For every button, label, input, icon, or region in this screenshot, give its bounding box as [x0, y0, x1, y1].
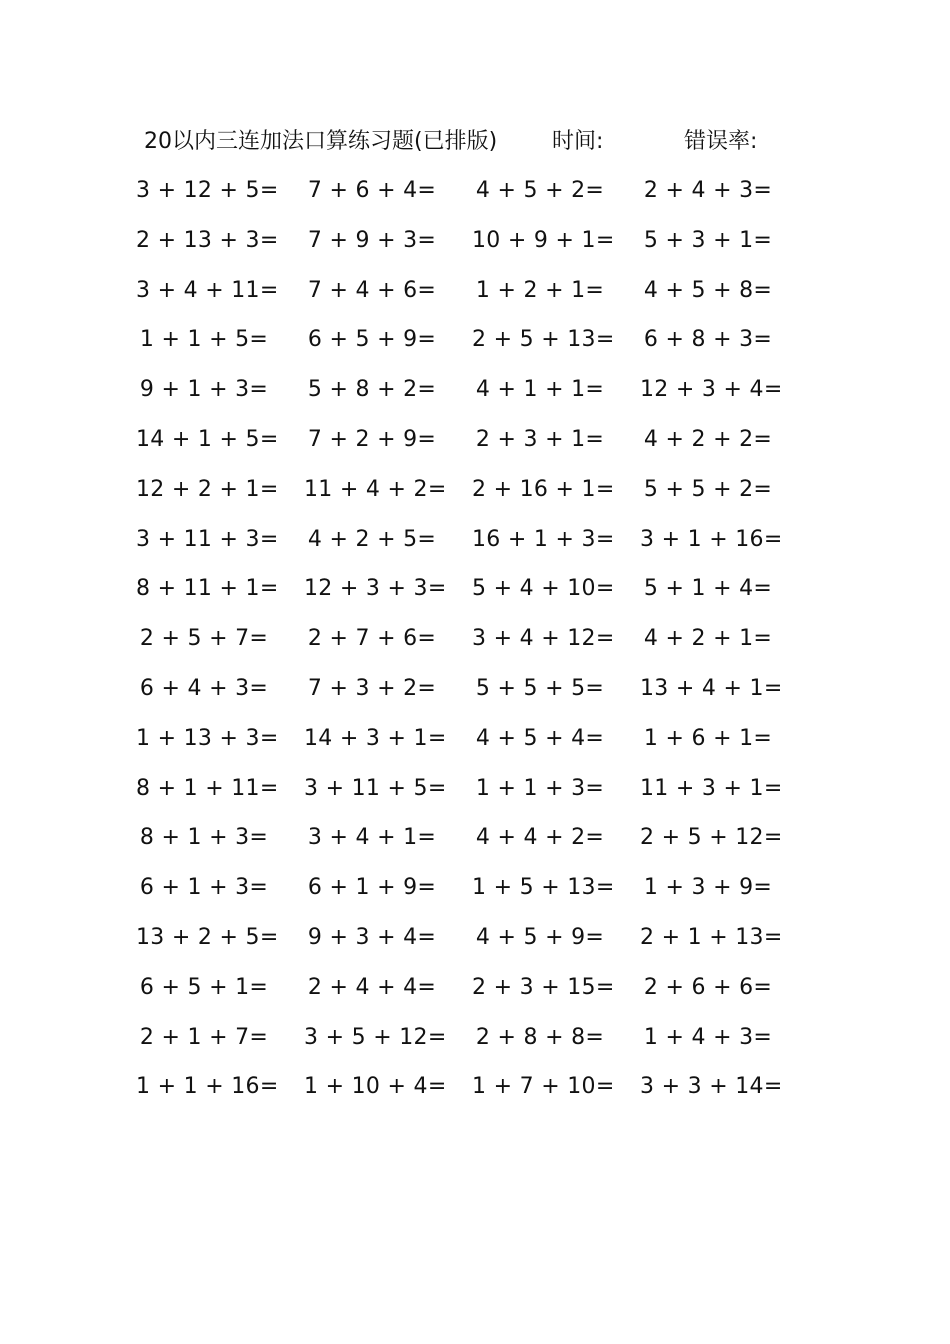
problem-item: 7 + 4 + 6= [307, 277, 437, 303]
problem-item: 8 + 1 + 11= [136, 775, 279, 801]
problem-item: 4 + 5 + 9= [475, 924, 605, 950]
problem-item: 5 + 5 + 5= [475, 675, 605, 701]
problem-item: 4 + 5 + 8= [643, 277, 773, 303]
problem-item: 1 + 5 + 13= [472, 875, 615, 901]
problem-item: 4 + 2 + 5= [307, 526, 437, 552]
problem-item: 8 + 11 + 1= [136, 576, 279, 602]
problem-item: 1 + 1 + 16= [136, 1074, 279, 1100]
problem-item: 3 + 11 + 3= [136, 526, 279, 552]
problem-item: 7 + 3 + 2= [307, 675, 437, 701]
problem-item: 13 + 4 + 1= [640, 675, 783, 701]
problem-item: 2 + 3 + 15= [472, 974, 615, 1000]
problem-item: 12 + 2 + 1= [136, 476, 279, 502]
problem-item: 9 + 3 + 4= [307, 924, 437, 950]
problem-item: 3 + 4 + 1= [307, 825, 437, 851]
problem-item: 6 + 8 + 3= [643, 327, 773, 353]
problem-item: 1 + 1 + 5= [139, 327, 269, 353]
problem-item: 3 + 3 + 14= [640, 1074, 783, 1100]
problem-item: 2 + 5 + 12= [640, 825, 783, 851]
problem-item: 4 + 5 + 2= [475, 178, 605, 203]
problem-item: 1 + 10 + 4= [304, 1074, 447, 1100]
problem-item: 1 + 4 + 3= [643, 1024, 773, 1050]
problem-item: 3 + 4 + 12= [472, 626, 615, 652]
problem-item: 5 + 8 + 2= [307, 377, 437, 403]
problem-item: 4 + 2 + 1= [643, 626, 773, 652]
problem-item: 1 + 6 + 1= [643, 725, 773, 751]
problem-item: 7 + 6 + 4= [307, 178, 437, 203]
problem-item: 5 + 3 + 1= [643, 227, 773, 253]
problem-item: 2 + 8 + 8= [475, 1024, 605, 1050]
problem-item: 2 + 1 + 13= [640, 924, 783, 950]
problem-item: 4 + 4 + 2= [475, 825, 605, 851]
problem-item: 7 + 9 + 3= [307, 227, 437, 253]
problem-item: 10 + 9 + 1= [472, 227, 615, 253]
problem-item: 5 + 4 + 10= [472, 576, 615, 602]
problem-item: 11 + 4 + 2= [304, 476, 447, 502]
problem-item: 2 + 4 + 3= [643, 178, 773, 203]
problem-item: 11 + 3 + 1= [640, 775, 783, 801]
worksheet-title: 20以内三连加法口算练习题(已排版) [144, 129, 498, 154]
problem-item: 1 + 13 + 3= [136, 725, 279, 751]
worksheet-header [144, 126, 784, 158]
problem-item: 3 + 4 + 11= [136, 277, 279, 303]
problem-item: 14 + 1 + 5= [136, 426, 279, 452]
problem-item: 4 + 1 + 1= [475, 377, 605, 403]
problem-item: 6 + 5 + 9= [307, 327, 437, 353]
error-rate-label: 错误率: [684, 129, 758, 154]
problem-item: 2 + 1 + 7= [139, 1024, 269, 1050]
problem-grid [136, 174, 816, 1120]
problem-item: 1 + 2 + 1= [475, 277, 605, 303]
problem-item: 5 + 1 + 4= [643, 576, 773, 602]
problem-item: 14 + 3 + 1= [304, 725, 447, 751]
problem-item: 2 + 5 + 7= [139, 626, 269, 652]
problem-item: 3 + 5 + 12= [304, 1024, 447, 1050]
problem-item: 13 + 2 + 5= [136, 924, 279, 950]
problem-item: 2 + 7 + 6= [307, 626, 437, 652]
problem-item: 2 + 16 + 1= [472, 476, 615, 502]
problem-item: 1 + 7 + 10= [472, 1074, 615, 1100]
problem-item: 12 + 3 + 4= [640, 377, 783, 403]
problem-item: 2 + 6 + 6= [643, 974, 773, 1000]
problem-item: 12 + 3 + 3= [304, 576, 447, 602]
problem-item: 3 + 1 + 16= [640, 526, 783, 552]
problem-item: 2 + 5 + 13= [472, 327, 615, 353]
problem-item: 1 + 3 + 9= [643, 875, 773, 901]
problem-item: 5 + 5 + 2= [643, 476, 773, 502]
problem-item: 6 + 5 + 1= [139, 974, 269, 1000]
problem-item: 3 + 11 + 5= [304, 775, 447, 801]
problem-item: 16 + 1 + 3= [472, 526, 615, 552]
problem-item: 8 + 1 + 3= [139, 825, 269, 851]
problem-item: 9 + 1 + 3= [139, 377, 269, 403]
problem-item: 6 + 4 + 3= [139, 675, 269, 701]
problem-item: 6 + 1 + 9= [307, 875, 437, 901]
problem-item: 7 + 2 + 9= [307, 426, 437, 452]
problem-item: 2 + 4 + 4= [307, 974, 437, 1000]
problem-item: 2 + 13 + 3= [136, 227, 279, 253]
problem-item: 6 + 1 + 3= [139, 875, 269, 901]
problem-item: 4 + 5 + 4= [475, 725, 605, 751]
problem-item: 2 + 3 + 1= [475, 426, 605, 452]
problem-item: 3 + 12 + 5= [136, 178, 279, 203]
problem-item: 1 + 1 + 3= [475, 775, 605, 801]
problem-item: 4 + 2 + 2= [643, 426, 773, 452]
time-label: 时间: [552, 129, 604, 154]
